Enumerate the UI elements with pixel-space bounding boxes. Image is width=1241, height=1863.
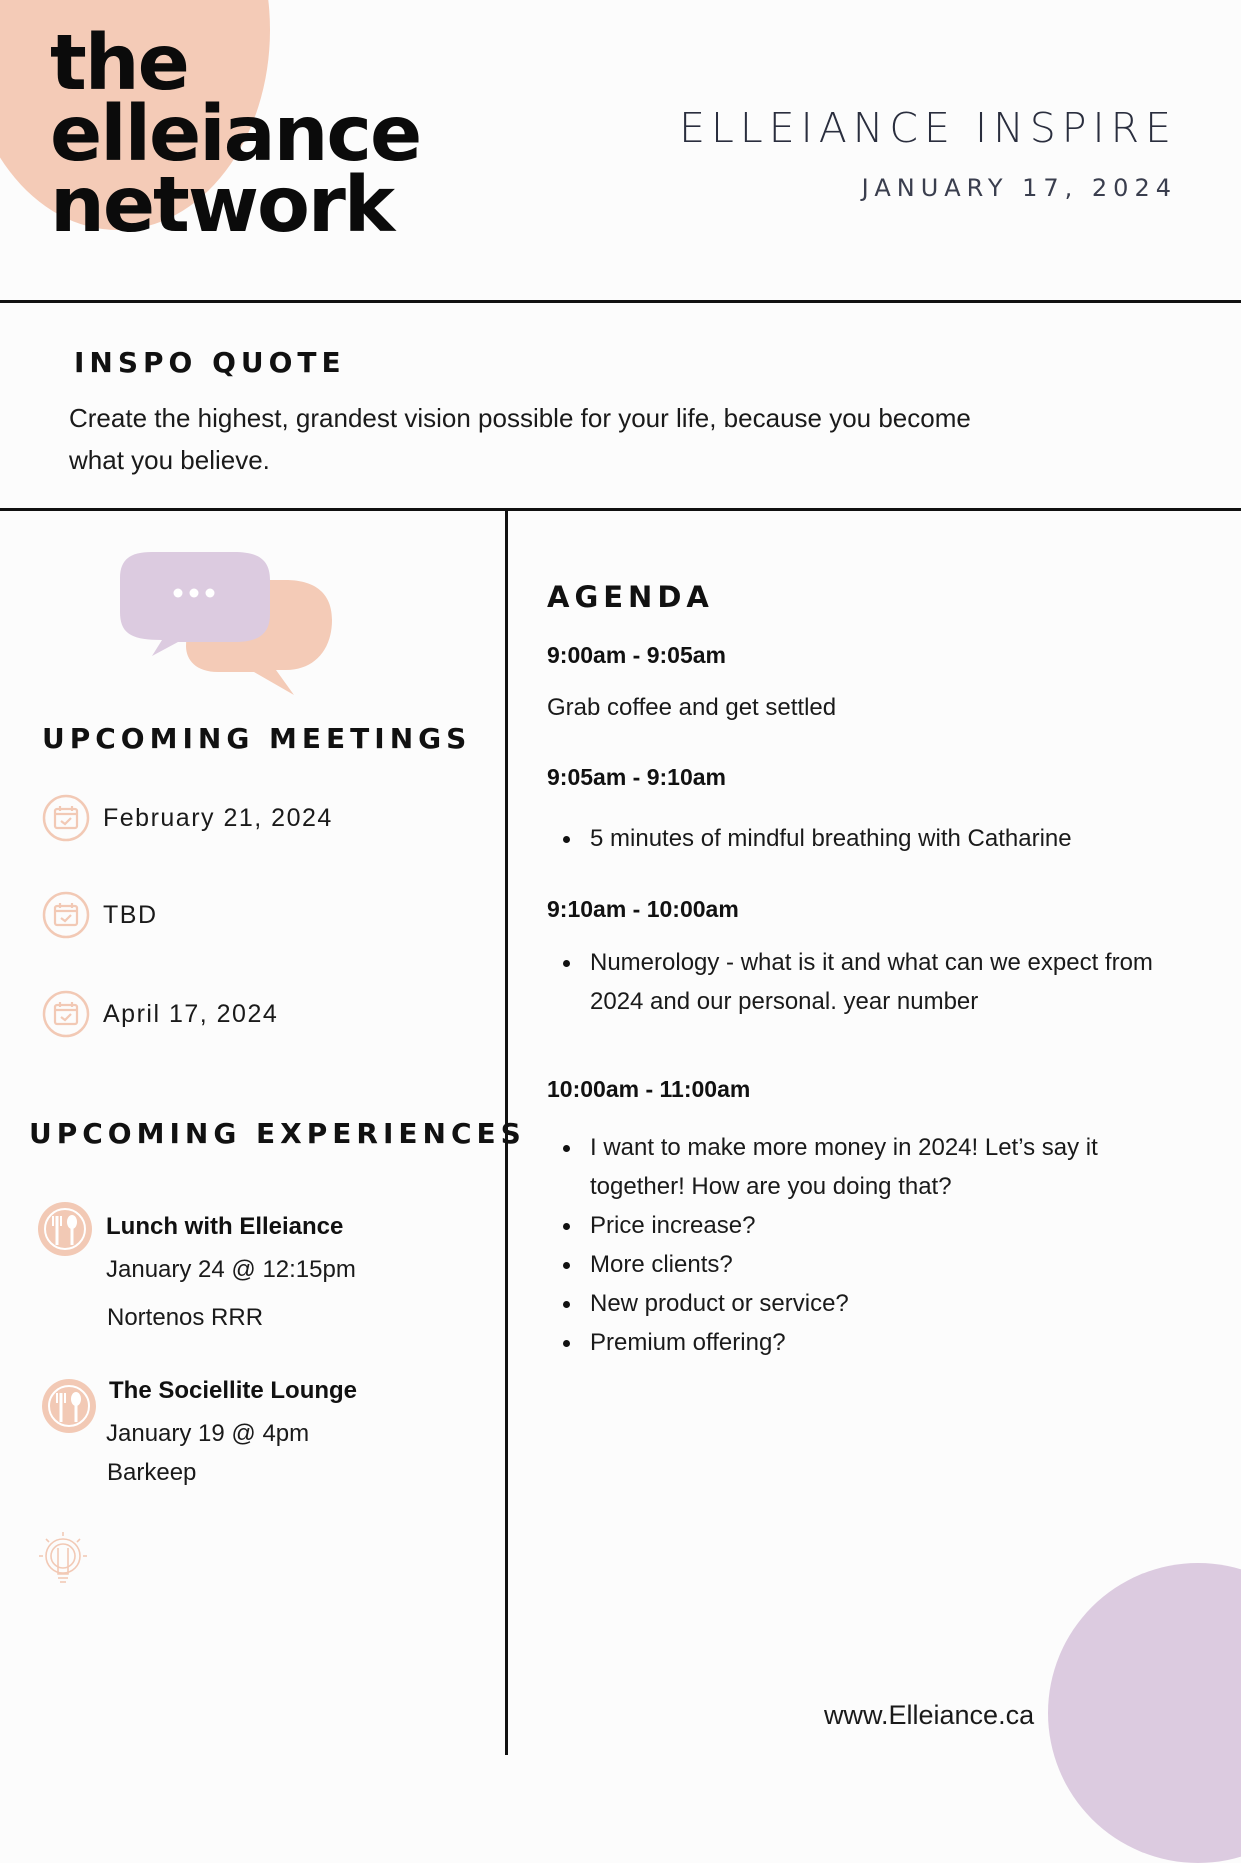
lightbulb-icon — [36, 1530, 90, 1594]
meeting-item — [42, 792, 333, 844]
meetings-heading: UPCOMING MEETINGS — [42, 722, 472, 755]
agenda-bullet-list — [547, 819, 1207, 858]
agenda-item-text: Grab coffee and get settled — [547, 694, 837, 721]
logo-line-3: network — [50, 161, 394, 250]
agenda-bullet-list — [547, 943, 1207, 1021]
agenda-bullet: New product or service? — [590, 1284, 1147, 1323]
header-divider — [0, 300, 1241, 303]
agenda-time: 9:05am - 9:10am — [547, 764, 726, 790]
fork-spoon-icon — [41, 1378, 97, 1434]
agenda-bullet: Numerology - what is it and what can we expect from 2024 and our personal. year number — [590, 943, 1207, 1021]
quote-divider — [0, 508, 1241, 511]
meeting-date: TBD — [103, 900, 158, 929]
experiences-heading: UPCOMING EXPERIENCES — [29, 1117, 526, 1150]
experience-when: January 24 @ 12:15pm — [106, 1256, 356, 1283]
logo-line-1: the — [50, 19, 188, 108]
experience-title: The Sociellite Lounge — [109, 1377, 358, 1404]
calendar-icon — [42, 891, 90, 939]
experience-where: Nortenos RRR — [107, 1304, 264, 1331]
agenda-time: 9:10am - 10:00am — [547, 896, 739, 922]
agenda-time: 9:00am - 9:05am — [547, 642, 726, 668]
calendar-icon — [42, 990, 90, 1038]
meeting-item — [42, 988, 278, 1040]
quote-heading: INSPO QUOTE — [74, 346, 346, 379]
logo-line-2: elleiance — [50, 90, 421, 179]
agenda-bullet: Price increase? — [590, 1206, 1147, 1245]
speech-bubbles-icon — [118, 550, 334, 698]
lilac-circle-decoration — [1048, 1563, 1241, 1863]
brand-logo — [50, 19, 421, 250]
agenda-time: 10:00am - 11:00am — [547, 1076, 751, 1102]
event-title: ELLEIANCE INSPIRE — [679, 104, 1177, 152]
fork-spoon-icon — [37, 1201, 93, 1257]
agenda-bullet: 5 minutes of mindful breathing with Catharine — [590, 819, 1207, 858]
experience-when: January 19 @ 4pm — [106, 1420, 310, 1447]
meeting-item — [42, 889, 158, 941]
agenda-heading: AGENDA — [547, 580, 714, 614]
quote-text: Create the highest, grandest vision possible for your life, because you become what you believe. — [69, 403, 971, 475]
agenda-bullet-list — [547, 1128, 1147, 1362]
agenda-bullet: I want to make more money in 2024! Let’s say it together! How are you doing that? — [590, 1128, 1147, 1206]
agenda-bullet: Premium offering? — [590, 1323, 1147, 1362]
calendar-icon — [42, 794, 90, 842]
meeting-date: April 17, 2024 — [103, 999, 279, 1028]
meeting-date: February 21, 2024 — [103, 803, 333, 832]
experience-where: Barkeep — [107, 1459, 197, 1486]
experience-title: Lunch with Elleiance — [106, 1213, 344, 1240]
event-date: JANUARY 17, 2024 — [861, 174, 1177, 202]
website-link[interactable]: www.Elleiance.ca — [824, 1700, 1035, 1730]
agenda-bullet: More clients? — [590, 1245, 1147, 1284]
